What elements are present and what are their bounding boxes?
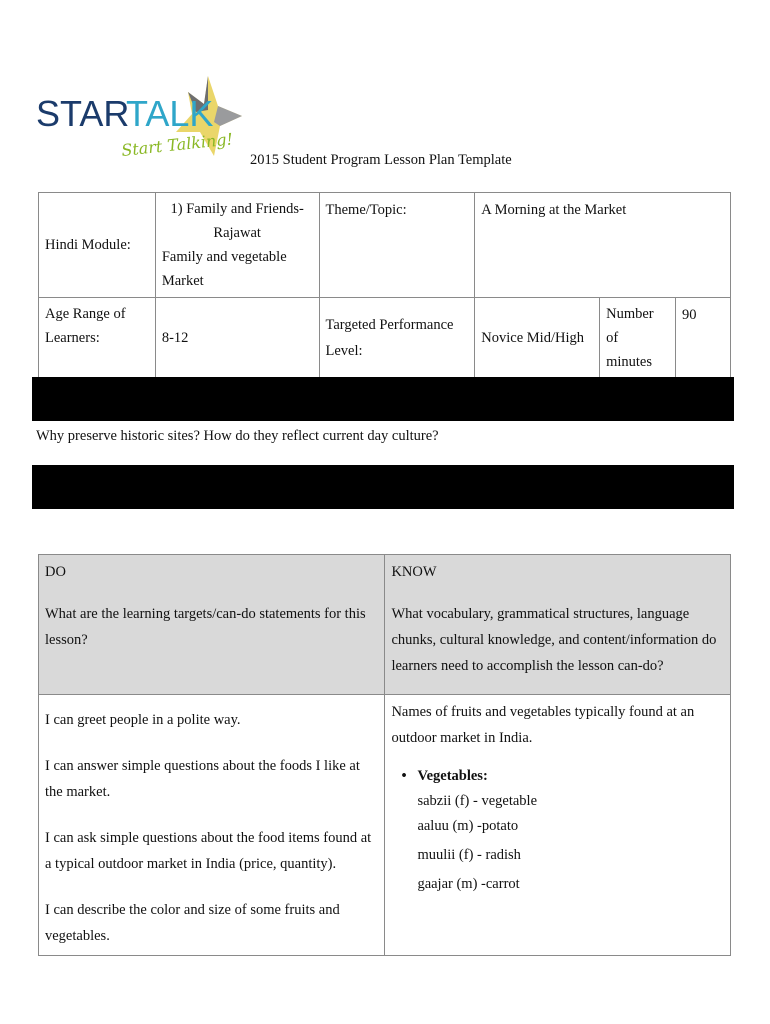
section-header-bar bbox=[32, 377, 734, 421]
minutes-value: 90 bbox=[676, 298, 731, 379]
do-header: DO bbox=[45, 564, 66, 580]
level-value: Novice Mid/High bbox=[475, 298, 600, 379]
do-header-cell bbox=[39, 555, 385, 695]
know-header-cell bbox=[385, 555, 731, 695]
minutes-label-line2: minutes bbox=[606, 354, 653, 370]
can-do-item: I can describe the color and size of some fruits and vegetables. bbox=[45, 902, 340, 944]
vegetables-heading: • Vegetables: bbox=[401, 763, 724, 789]
do-prompt: What are the learning targets/can-do statements for this lesson? bbox=[45, 606, 366, 648]
veg-item: muulii (f) - radish bbox=[417, 847, 521, 863]
logo-star-text: STAR bbox=[36, 93, 130, 134]
theme-value: A Morning at the Market bbox=[475, 193, 731, 298]
veg-item: gaajar (m) -carrot bbox=[417, 876, 520, 892]
document-title: 2015 Student Program Lesson Plan Template bbox=[250, 152, 512, 168]
know-content-cell bbox=[385, 695, 731, 956]
module-value bbox=[155, 193, 319, 298]
can-do-cell bbox=[39, 695, 385, 956]
module-value-line1: 1) Family and Friends- Rajawat bbox=[170, 201, 304, 241]
can-do-item: I can greet people in a polite way. bbox=[45, 712, 241, 728]
can-do-item: I can ask simple questions about the food items found at a typical outdoor market in India (price, quantity). bbox=[45, 830, 372, 872]
can-do-item: I can answer simple questions about the foods I like at the market. bbox=[45, 758, 360, 800]
minutes-label-line1: Number of bbox=[606, 306, 654, 346]
know-intro: Names of fruits and vegetables typically found at an outdoor market in India. bbox=[391, 704, 695, 746]
logo-tagline: Start Talking! bbox=[120, 129, 234, 160]
do-know-table bbox=[38, 554, 731, 956]
logo-talk-text: TALK bbox=[126, 93, 214, 134]
veg-item: aaluu (m) -potato bbox=[417, 818, 519, 834]
minutes-label bbox=[600, 298, 676, 379]
level-label: Targeted Performance Level: bbox=[319, 298, 475, 379]
essential-question: Why preserve historic sites? How do they reflect current day culture? bbox=[36, 428, 439, 444]
know-header: KNOW bbox=[391, 564, 437, 580]
veg-item: sabzii (f) - vegetable bbox=[417, 793, 537, 809]
age-label-line2: Learners: bbox=[45, 330, 100, 346]
module-value-line2: Family and vegetable Market bbox=[161, 249, 287, 289]
startalk-logo bbox=[30, 70, 250, 170]
age-label bbox=[39, 298, 156, 379]
bullet-icon: • bbox=[401, 768, 407, 784]
star-icon bbox=[30, 70, 250, 170]
section-header-bar-2 bbox=[32, 465, 734, 509]
know-prompt: What vocabulary, grammatical structures, language chunks, cultural knowledge, and content/information do learners need to accomplish the lesson can-do? bbox=[391, 606, 717, 674]
age-label-line1: Age Range of bbox=[45, 306, 126, 322]
age-value: 8-12 bbox=[155, 298, 319, 379]
theme-label: Theme/Topic: bbox=[319, 193, 475, 298]
vegetables-list bbox=[391, 763, 724, 897]
lesson-info-table bbox=[38, 192, 731, 379]
module-label: Hindi Module: bbox=[39, 193, 156, 298]
